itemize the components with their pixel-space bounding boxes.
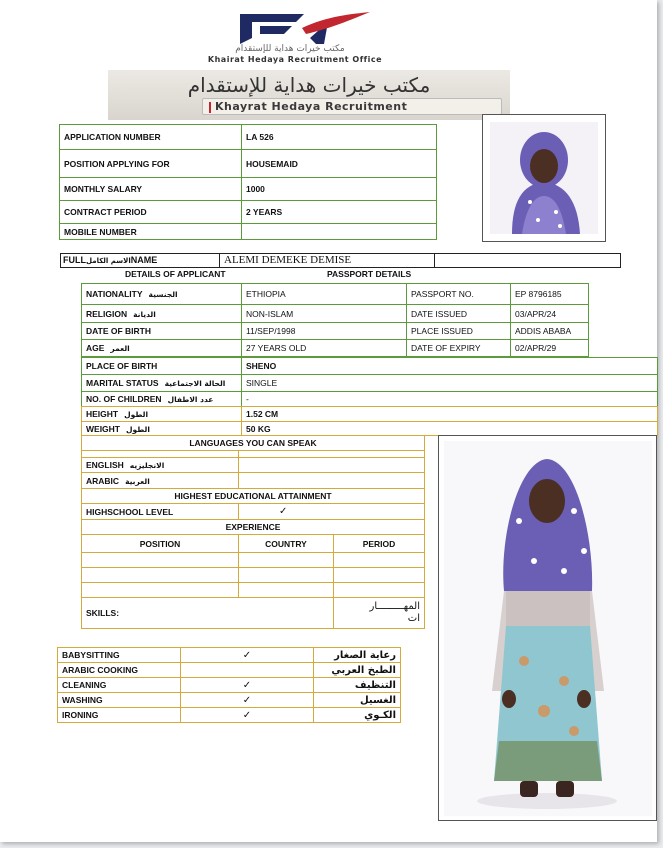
logo-english-text: Khairat Hedaya Recruitment Office <box>207 55 383 64</box>
table-row <box>82 520 425 535</box>
height-value: 1.52 CM <box>242 407 658 422</box>
experience-col-country: COUNTRY <box>239 535 334 553</box>
banner-arabic-title: مكتب خيرات هداية للإستقدام <box>187 73 431 97</box>
skill-ironing-check-icon: ✓ <box>181 708 314 723</box>
table-row <box>82 451 425 458</box>
date-issued-label: DATE ISSUED <box>407 305 511 323</box>
age-value: 27 YEARS OLD <box>242 340 407 357</box>
application-info-table <box>59 124 437 240</box>
table-row <box>58 663 401 678</box>
date-of-expiry-label: DATE OF EXPIRY <box>407 340 511 357</box>
portrait-photo <box>482 114 606 242</box>
full-name-label <box>63 255 157 265</box>
full-name-label-arabic: الاسم الكامل <box>86 257 131 265</box>
skill-cleaning-label: CLEANING <box>58 678 181 693</box>
skill-ironing-arabic: الكـوي <box>314 708 401 723</box>
company-banner <box>108 70 510 120</box>
skill-washing-arabic: الغسيل <box>314 693 401 708</box>
languages-spacer-value <box>239 451 425 458</box>
table-row <box>82 323 589 340</box>
place-issued-label: PLACE ISSUED <box>407 323 511 340</box>
nationality-label: NATIONALITY الجنسية <box>82 284 242 305</box>
skill-babysitting-label: BABYSITTING <box>58 648 181 663</box>
table-row <box>58 648 401 663</box>
skill-washing-label: WASHING <box>58 693 181 708</box>
table-row <box>82 535 425 553</box>
full-name-row <box>60 253 621 268</box>
table-row <box>60 125 437 150</box>
application-number-label: APPLICATION NUMBER <box>60 125 242 150</box>
table-row <box>82 489 425 504</box>
logo-arabic-text: مكتب خيرات هداية للإستقدام <box>235 44 345 54</box>
table-row <box>82 553 425 568</box>
passport-no-label: PASSPORT NO. <box>407 284 511 305</box>
religion-label: RELIGION الديانة <box>82 305 242 323</box>
weight-label: WEIGHT الطول <box>82 422 242 436</box>
application-number-value: LA 526 <box>242 125 437 150</box>
skill-babysitting-arabic: رعاية الصغار <box>314 648 401 663</box>
experience-col-period: PERIOD <box>334 535 425 553</box>
skill-ironing-label: IRONING <box>58 708 181 723</box>
place-of-birth-label: PLACE OF BIRTH <box>82 358 242 375</box>
skill-cleaning-arabic: التنظيف <box>314 678 401 693</box>
company-logo <box>232 8 372 48</box>
full-name-label-name: NAME <box>130 255 158 265</box>
religion-value: NON-ISLAM <box>242 305 407 323</box>
arabic-value <box>239 473 425 489</box>
experience-col-position: POSITION <box>82 535 239 553</box>
position-value: HOUSEMAID <box>242 150 437 178</box>
banner-accent-bar <box>209 102 211 113</box>
skills-table <box>57 647 401 723</box>
experience-header: EXPERIENCE <box>82 520 425 535</box>
banner-english-title <box>202 98 502 115</box>
education-check-icon: ✓ <box>239 504 425 520</box>
full-name-label-full: FULL <box>63 255 86 265</box>
personal-info-table <box>81 357 658 407</box>
arabic-label: ARABIC العربية <box>82 473 239 489</box>
contract-period-value: 2 YEARS <box>242 201 437 224</box>
skills-label: SKILLS: <box>82 598 334 629</box>
table-row <box>82 458 425 473</box>
table-row <box>82 407 658 422</box>
details-passport-table <box>81 283 589 357</box>
weight-value: 50 KG <box>242 422 658 436</box>
table-row <box>58 693 401 708</box>
education-level: HIGHSCHOOL LEVEL <box>82 504 239 520</box>
table-row <box>82 504 425 520</box>
table-row <box>60 150 437 178</box>
marital-status-label: MARITAL STATUS الحالة الاجتماعية <box>82 375 242 392</box>
skill-arabic-cooking-check-icon <box>181 663 314 678</box>
skill-cleaning-check-icon: ✓ <box>181 678 314 693</box>
passport-no-value: EP 8796185 <box>511 284 589 305</box>
contract-period-label: CONTRACT PERIOD <box>60 201 242 224</box>
body-measurements-table <box>81 406 658 436</box>
table-row <box>58 708 401 723</box>
table-row <box>82 568 425 583</box>
age-label: AGE العمر <box>82 340 242 357</box>
table-row <box>82 598 425 629</box>
portrait-illustration <box>490 122 598 234</box>
table-row <box>60 224 437 240</box>
date-of-birth-label: DATE OF BIRTH <box>82 323 242 340</box>
date-issued-value: 03/APR/24 <box>511 305 589 323</box>
table-row <box>82 358 658 375</box>
table-row <box>82 392 658 407</box>
qualifications-table <box>81 435 425 629</box>
table-row <box>82 375 658 392</box>
english-value <box>239 458 425 473</box>
date-of-birth-value: 11/SEP/1998 <box>242 323 407 340</box>
table-row <box>58 678 401 693</box>
skill-washing-check-icon: ✓ <box>181 693 314 708</box>
languages-spacer <box>82 451 239 458</box>
full-body-photo <box>438 435 657 821</box>
position-label: POSITION APPLYING FOR <box>60 150 242 178</box>
languages-header: LANGUAGES YOU CAN SPEAK <box>82 436 425 451</box>
place-of-birth-value: SHENO <box>242 358 658 375</box>
full-name-value: ALEMI DEMEKE DEMISE <box>219 253 435 268</box>
skill-arabic-cooking-label: ARABIC COOKING <box>58 663 181 678</box>
table-row <box>60 178 437 201</box>
date-of-expiry-value: 02/APR/29 <box>511 340 589 357</box>
height-label: HEIGHT الطول <box>82 407 242 422</box>
children-value: - <box>242 392 658 407</box>
skill-babysitting-check-icon: ✓ <box>181 648 314 663</box>
table-row <box>82 422 658 436</box>
nationality-value: ETHIOPIA <box>242 284 407 305</box>
table-row <box>82 583 425 598</box>
english-label: ENGLISH الانجليزيه <box>82 458 239 473</box>
passport-details-header: PASSPORT DETAILS <box>327 269 412 279</box>
table-row <box>82 340 589 357</box>
full-body-illustration <box>444 441 652 816</box>
mobile-number-value <box>242 224 437 240</box>
salary-value: 1000 <box>242 178 437 201</box>
marital-status-value: SINGLE <box>242 375 658 392</box>
table-row <box>82 473 425 489</box>
table-row <box>60 201 437 224</box>
skill-arabic-cooking-arabic: الطبخ العربي <box>314 663 401 678</box>
education-header: HIGHEST EDUCATIONAL ATTAINMENT <box>82 489 425 504</box>
place-issued-value: ADDIS ABABA <box>511 323 589 340</box>
salary-label: MONTHLY SALARY <box>60 178 242 201</box>
skills-arabic-label: المهـــــــــار ات <box>334 598 425 629</box>
mobile-number-label: MOBILE NUMBER <box>60 224 242 240</box>
table-row <box>82 284 589 305</box>
banner-english-text: Khayrat Hedaya Recruitment <box>215 100 408 113</box>
children-label: NO. OF CHILDREN عدد الاطفال <box>82 392 242 407</box>
table-row <box>82 305 589 323</box>
details-of-applicant-header: DETAILS OF APPLICANT <box>125 269 226 279</box>
table-row <box>82 436 425 451</box>
